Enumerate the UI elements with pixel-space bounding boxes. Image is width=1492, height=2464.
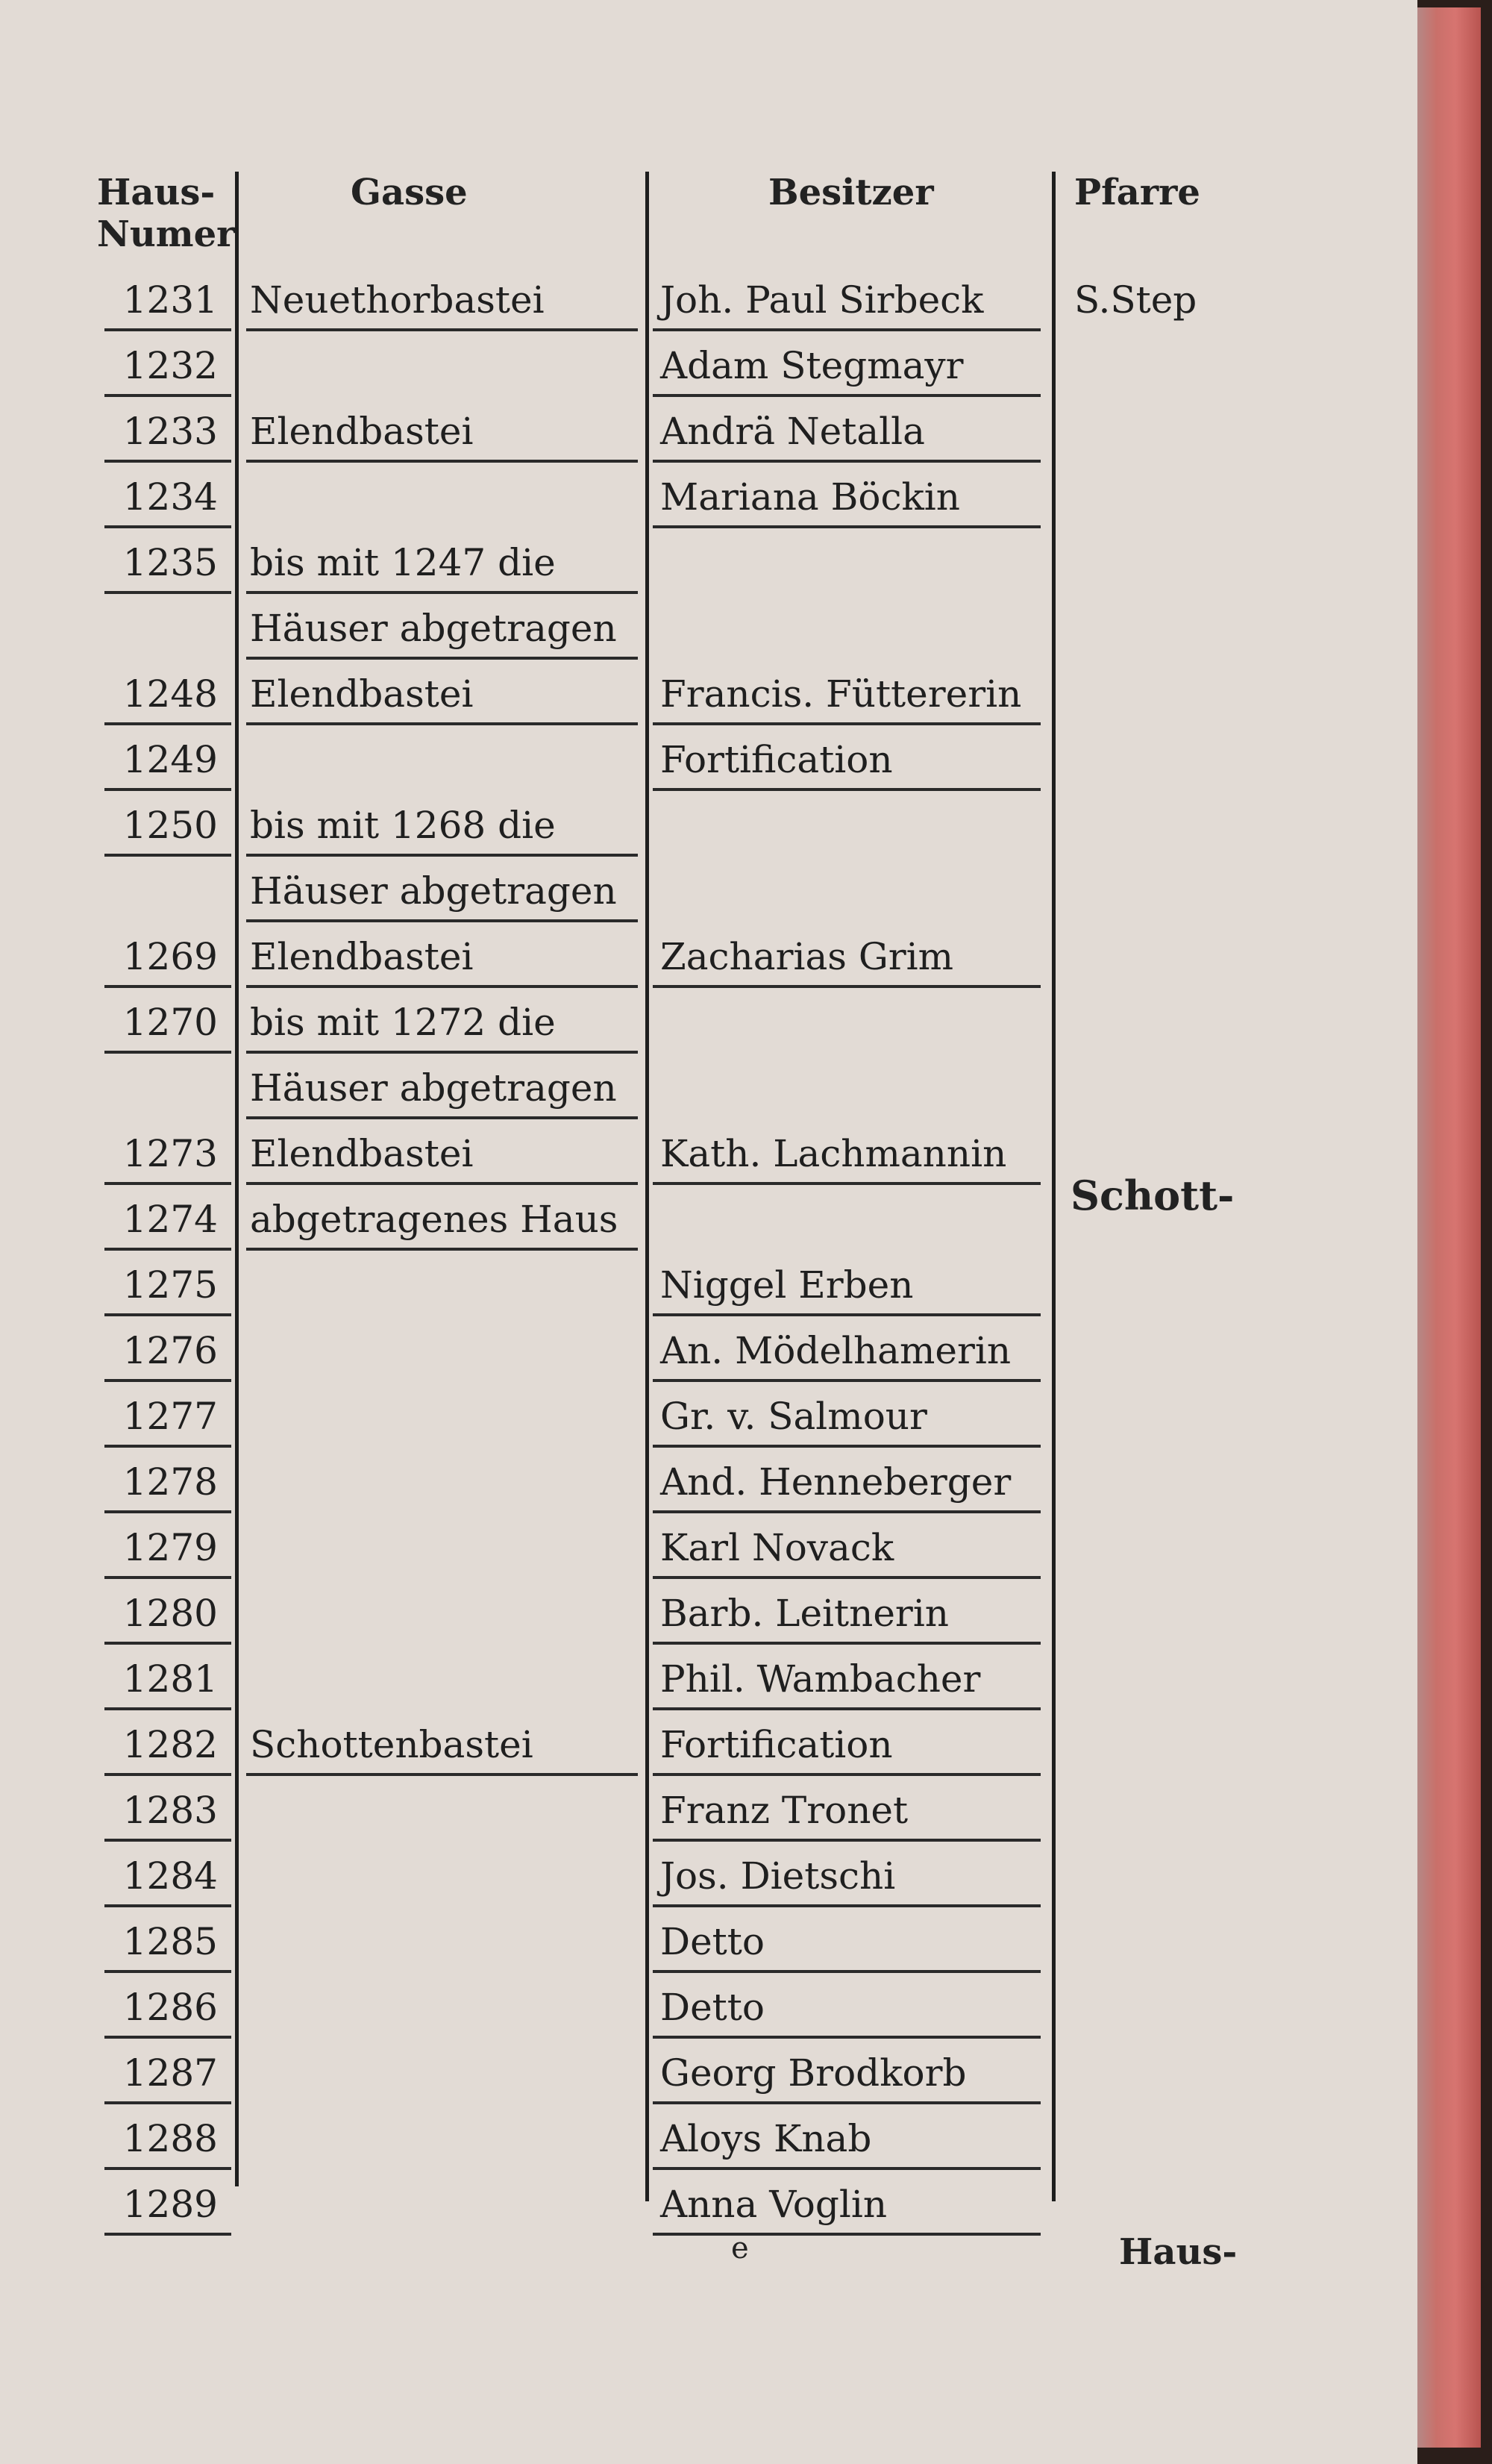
street-rule: [246, 657, 638, 660]
number-rule: [104, 722, 231, 725]
owner-name: Fortification: [660, 1723, 893, 1766]
street-name: Elendbastei: [250, 410, 474, 453]
parish-name: [1074, 1055, 1238, 1121]
street-name: Schottenbastei: [250, 1723, 533, 1766]
parish-name: [1074, 1449, 1238, 1515]
owner-rule: [653, 1904, 1041, 1907]
owner-name: Georg Brodkorb: [660, 2051, 967, 2095]
number-rule: [104, 1051, 231, 1054]
street-name: bis mit 1247 die: [250, 541, 556, 584]
owner-name: Kath. Lachmannin: [660, 1132, 1007, 1175]
parish-name: [1074, 1974, 1238, 2040]
owner-name: Anna Voglin: [660, 2183, 888, 2226]
number-rule: [104, 1773, 231, 1776]
parish-name: [1074, 2106, 1238, 2171]
number-rule: [104, 1576, 231, 1579]
owner-rule: [653, 1510, 1041, 1513]
number-rule: [104, 525, 231, 528]
owner-rule: [653, 2167, 1041, 2170]
street-name: Häuser abgetragen: [250, 607, 617, 650]
owner-rule: [653, 1707, 1041, 1710]
house-number: 1250: [122, 804, 218, 847]
header-parish: Pfarre: [1074, 172, 1200, 213]
house-number: 1283: [122, 1789, 218, 1832]
owner-rule: [653, 1576, 1041, 1579]
owner-rule: [653, 2036, 1041, 2039]
table-row: [97, 1252, 1231, 1318]
table-row: [97, 595, 1231, 661]
owner-name: [660, 792, 1108, 858]
parish-name: [1074, 1515, 1238, 1580]
house-number: 1282: [122, 1723, 218, 1766]
house-number: 1277: [122, 1395, 218, 1438]
table-row: [97, 2040, 1231, 2106]
owner-rule: [653, 394, 1041, 397]
owner-name: And. Henneberger: [660, 1460, 1012, 1504]
street-rule: [246, 1248, 638, 1251]
owner-rule: [653, 985, 1041, 988]
owner-name: Fortification: [660, 738, 893, 781]
street-rule: [246, 854, 638, 857]
table-row: [97, 792, 1231, 858]
owner-rule: [653, 1773, 1041, 1776]
street-name: abgetragenes Haus: [250, 1198, 618, 1241]
table-row: [97, 398, 1231, 464]
number-rule: [104, 1445, 231, 1448]
owner-rule: [653, 1313, 1041, 1316]
owner-rule: [653, 1839, 1041, 1842]
owner-rule: [653, 1642, 1041, 1645]
page-edge: [1417, 7, 1481, 2448]
house-number: 1234: [122, 475, 218, 519]
house-number: 1233: [122, 410, 218, 453]
number-rule: [104, 1839, 231, 1842]
number-rule: [104, 1904, 231, 1907]
parish-name: S.Step: [1074, 278, 1197, 322]
house-number: 1280: [122, 1592, 218, 1635]
street-rule: [246, 1773, 638, 1776]
street-rule: [246, 919, 638, 922]
house-number: 1287: [122, 2051, 218, 2095]
owner-name: Aloys Knab: [660, 2117, 872, 2160]
owner-name: Barb. Leitnerin: [660, 1592, 950, 1635]
owner-name: Zacharias Grim: [660, 935, 954, 978]
house-number: 1278: [122, 1460, 218, 1504]
table-row: [97, 1318, 1231, 1383]
table-row: [97, 530, 1231, 595]
owner-name: Detto: [660, 1986, 765, 2029]
table-row: [97, 1712, 1231, 1777]
street-rule: [246, 1182, 638, 1185]
owner-rule: [653, 328, 1041, 331]
street-rule: [246, 722, 638, 725]
number-rule: [104, 985, 231, 988]
parish-name: [1074, 2040, 1238, 2106]
owner-rule: [653, 1970, 1041, 1973]
number-rule: [104, 460, 231, 463]
street-rule: [246, 328, 638, 331]
number-rule: [104, 1707, 231, 1710]
parish-name: [1074, 727, 1238, 792]
house-number: 1274: [122, 1198, 218, 1241]
street-rule: [246, 985, 638, 988]
house-number: 1231: [122, 278, 218, 322]
street-rule: [246, 1051, 638, 1054]
owner-rule: [653, 1182, 1041, 1185]
table-row: [97, 1383, 1231, 1449]
table-row: [97, 1974, 1231, 2040]
house-number: [97, 595, 231, 661]
table-row: [97, 1121, 1231, 1186]
owner-name: Niggel Erben: [660, 1263, 914, 1307]
owner-name: Joh. Paul Sirbeck: [660, 278, 984, 322]
side-parish-label: Schott-: [1071, 1172, 1235, 1219]
street-name: Neuethorbastei: [250, 278, 545, 322]
house-number: 1281: [122, 1657, 218, 1701]
house-number: 1249: [122, 738, 218, 781]
number-rule: [104, 2036, 231, 2039]
parish-name: [1074, 924, 1238, 989]
table-row: [97, 267, 1231, 333]
street-rule: [246, 591, 638, 594]
parish-name: [1074, 1383, 1238, 1449]
table-row: [97, 1449, 1231, 1515]
header-number: Haus-Numer: [97, 172, 236, 255]
table-row: [97, 1580, 1231, 1646]
signature-mark: e: [731, 2231, 749, 2266]
parish-name: [1074, 1252, 1238, 1318]
owner-name: [660, 530, 1108, 595]
table-row: [97, 989, 1231, 1055]
header-owner: Besitzer: [768, 172, 934, 213]
parish-name: [1074, 792, 1238, 858]
street-name: bis mit 1272 die: [250, 1001, 556, 1044]
house-number: 1289: [122, 2183, 218, 2226]
parish-name: [1074, 989, 1238, 1055]
owner-name: An. Mödelhamerin: [660, 1329, 1012, 1372]
parish-name: [1074, 1712, 1238, 1777]
table-row: [97, 1777, 1231, 1843]
owner-name: [660, 1055, 1108, 1121]
owner-name: [660, 595, 1108, 661]
house-number: 1285: [122, 1920, 218, 1963]
street-name: Elendbastei: [250, 935, 474, 978]
parish-name: [1074, 1909, 1238, 1974]
owner-rule: [653, 2233, 1041, 2236]
house-number: 1235: [122, 541, 218, 584]
table-row: [97, 1055, 1231, 1121]
table-row: [97, 858, 1231, 924]
street-name: bis mit 1268 die: [250, 804, 556, 847]
owner-rule: [653, 1445, 1041, 1448]
parish-name: [1074, 2171, 1238, 2237]
owner-rule: [653, 460, 1041, 463]
header-street: Gasse: [351, 172, 468, 213]
table-row: [97, 727, 1231, 792]
owner-name: [660, 1186, 1108, 1252]
owner-name: [660, 858, 1108, 924]
street-name: Häuser abgetragen: [250, 869, 617, 913]
owner-rule: [653, 722, 1041, 725]
table-row: [97, 2171, 1231, 2237]
number-rule: [104, 2233, 231, 2236]
number-rule: [104, 1642, 231, 1645]
house-number: 1288: [122, 2117, 218, 2160]
catchword: Haus-: [1119, 2231, 1238, 2273]
street-rule: [246, 460, 638, 463]
house-number: 1279: [122, 1526, 218, 1569]
house-number: 1275: [122, 1263, 218, 1307]
parish-name: [1074, 464, 1238, 530]
parish-name: [1074, 858, 1238, 924]
owner-name: Jos. Dietschi: [660, 1854, 896, 1898]
owner-name: Karl Novack: [660, 1526, 894, 1569]
house-number: 1286: [122, 1986, 218, 2029]
owner-name: Francis. Füttererin: [660, 672, 1022, 716]
street-rule: [246, 1116, 638, 1119]
parish-name: [1074, 1646, 1238, 1712]
parish-name: [1074, 530, 1238, 595]
number-rule: [104, 1510, 231, 1513]
number-rule: [104, 1379, 231, 1382]
owner-rule: [653, 525, 1041, 528]
owner-name: Gr. v. Salmour: [660, 1395, 927, 1438]
street-name: Elendbastei: [250, 672, 474, 716]
owner-name: Phil. Wambacher: [660, 1657, 981, 1701]
table-row: [97, 1843, 1231, 1909]
table-row: [97, 1646, 1231, 1712]
owner-name: Mariana Böckin: [660, 475, 960, 519]
table-row: [97, 2106, 1231, 2171]
number-rule: [104, 1313, 231, 1316]
owner-name: Adam Stegmayr: [660, 344, 964, 387]
table-row: [97, 924, 1231, 989]
street-name: Häuser abgetragen: [250, 1066, 617, 1110]
house-number: 1269: [122, 935, 218, 978]
parish-name: [1074, 333, 1238, 398]
table-row: [97, 1186, 1231, 1252]
number-rule: [104, 1970, 231, 1973]
table-row: [97, 333, 1231, 398]
owner-name: Detto: [660, 1920, 765, 1963]
table-row: [97, 661, 1231, 727]
number-rule: [104, 591, 231, 594]
house-number: 1248: [122, 672, 218, 716]
number-rule: [104, 394, 231, 397]
parish-name: [1074, 1843, 1238, 1909]
number-rule: [104, 788, 231, 791]
owner-rule: [653, 1379, 1041, 1382]
parish-name: [1074, 661, 1238, 727]
parish-name: [1074, 1318, 1238, 1383]
owner-name: [660, 989, 1108, 1055]
table-row: [97, 1515, 1231, 1580]
number-rule: [104, 328, 231, 331]
house-number: 1276: [122, 1329, 218, 1372]
owner-name: Andrä Netalla: [660, 410, 925, 453]
owner-name: Franz Tronet: [660, 1789, 909, 1832]
owner-rule: [653, 2101, 1041, 2104]
house-number: 1232: [122, 344, 218, 387]
house-number: [97, 858, 231, 924]
table-row: [97, 1909, 1231, 1974]
number-rule: [104, 1182, 231, 1185]
number-rule: [104, 2101, 231, 2104]
street-name: Elendbastei: [250, 1132, 474, 1175]
house-number: 1270: [122, 1001, 218, 1044]
owner-rule: [653, 788, 1041, 791]
table-row: [97, 464, 1231, 530]
number-rule: [104, 854, 231, 857]
parish-name: [1074, 1580, 1238, 1646]
parish-name: [1074, 1777, 1238, 1843]
house-number: 1284: [122, 1854, 218, 1898]
number-rule: [104, 2167, 231, 2170]
number-rule: [104, 1248, 231, 1251]
house-number: [97, 1055, 231, 1121]
parish-name: [1074, 398, 1238, 464]
house-number: 1273: [122, 1132, 218, 1175]
parish-name: [1074, 595, 1238, 661]
